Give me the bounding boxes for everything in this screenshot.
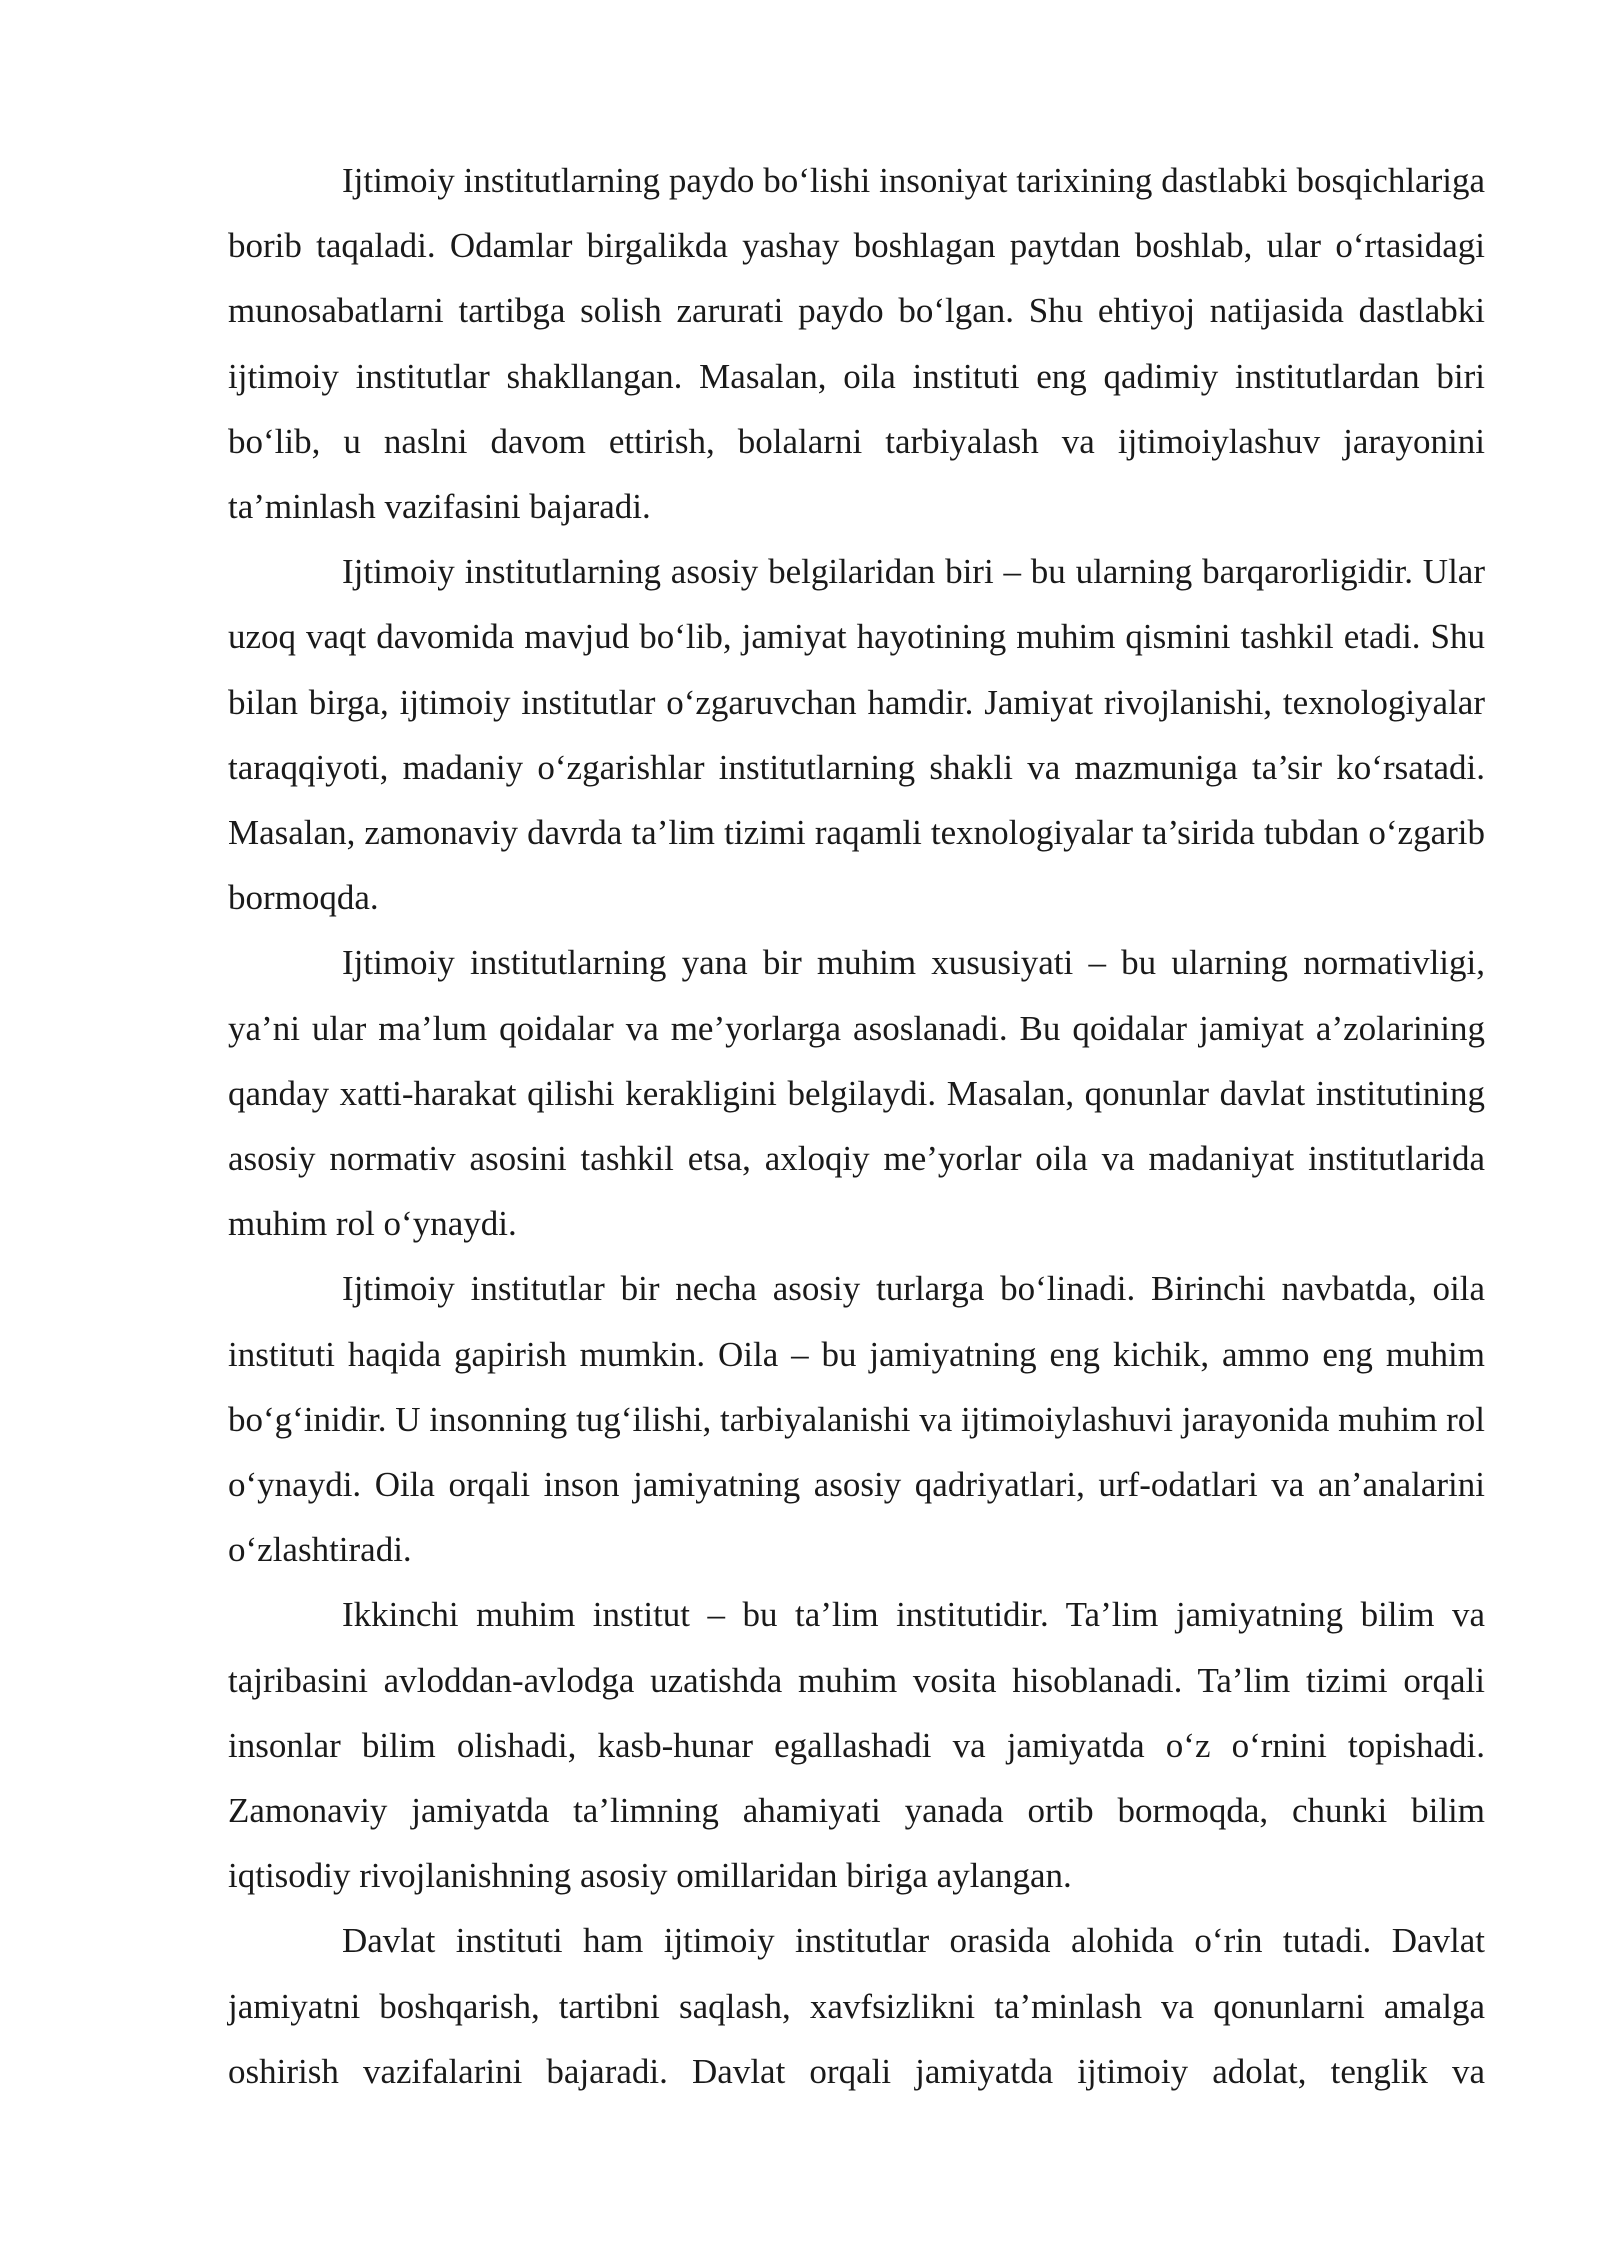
paragraph-1: Ijtimoiy institutlarning paydo bo‘lishi insoniyat tarixining dastlabki bosqichlariga borib taqaladi. Odamlar birgalikda yashay boshlagan paytdan boshlab, ular o‘rtasidagi munosabatlarni tartibga solish zarurati paydo bo‘lgan. Shu ehtiyoj natijasida dastlabki ijtimoiy institutlar shakllangan. Masalan, oila instituti eng qadimiy institutlardan biri bo‘lib, u naslni davom ettirish, bolalarni tarbiyalash va ijtimoiylashuv jarayonini ta’minlash vazifasini bajaradi. (228, 161, 1485, 527)
paragraph-3: Ijtimoiy institutlarning yana bir muhim xususiyati – bu ularning normativligi, ya’ni ular ma’lum qoidalar va me’yorlarga asoslanadi. Bu qoidalar jamiyat a’zolarining qanday xatti-harakat qilishi kerakligini belgilaydi. Masalan, qonunlar davlat institutining asosiy normativ asosini tashkil etsa, axloqiy me’yorlar oila va madaniyat institutlarida muhim rol o‘ynaydi. (228, 943, 1485, 1244)
paragraph-5: Ikkinchi muhim institut – bu ta’lim institutidir. Ta’lim jamiyatning bilim va tajribasini avloddan-avlodga uzatishda muhim vosita hisoblanadi. Ta’lim tizimi orqali insonlar bilim olishadi, kasb-hunar egallashadi va jamiyatda o‘z o‘rnini topishadi. Zamonaviy jamiyatda ta’limning ahamiyati yanada ortib bormoqda, chunki bilim iqtisodiy rivojlanishning asosiy omillaridan biriga aylangan. (228, 1595, 1485, 1896)
paragraph-4: Ijtimoiy institutlar bir necha asosiy turlarga bo‘linadi. Birinchi navbatda, oila instituti haqida gapirish mumkin. Oila – bu jamiyatning eng kichik, ammo eng muhim bo‘g‘inidir. U insonning tug‘ilishi, tarbiyalanishi va ijtimoiylashuvi jarayonida muhim rol o‘ynaydi. Oila orqali inson jamiyatning asosiy qadriyatlari, urf-odatlari va an’analarini o‘zlashtiradi. (228, 1269, 1485, 1570)
paragraph-6: Davlat instituti ham ijtimoiy institutlar orasida alohida o‘rin tutadi. Davlat jamiyatni boshqarish, tartibni saqlash, xavfsizlikni ta’minlash va qonunlarni amalga oshirish vazifalarini bajaradi. Davlat orqali jamiyatda ijtimoiy adolat, tenglik va (228, 1921, 1485, 2091)
body-text (228, 148, 1485, 2104)
paragraph-2: Ijtimoiy institutlarning asosiy belgilaridan biri – bu ularning barqarorligidir. Ular uzoq vaqt davomida mavjud bo‘lib, jamiyat hayotining muhim qismini tashkil etadi. Shu bilan birga, ijtimoiy institutlar o‘zgaruvchan hamdir. Jamiyat rivojlanishi, texnologiyalar taraqqiyoti, madaniy o‘zgarishlar institutlarning shakli va mazmuniga ta’sir ko‘rsatadi. Masalan, zamonaviy davrda ta’lim tizimi raqamli texnologiyalar ta’sirida tubdan o‘zgarib bormoqda. (228, 552, 1485, 918)
